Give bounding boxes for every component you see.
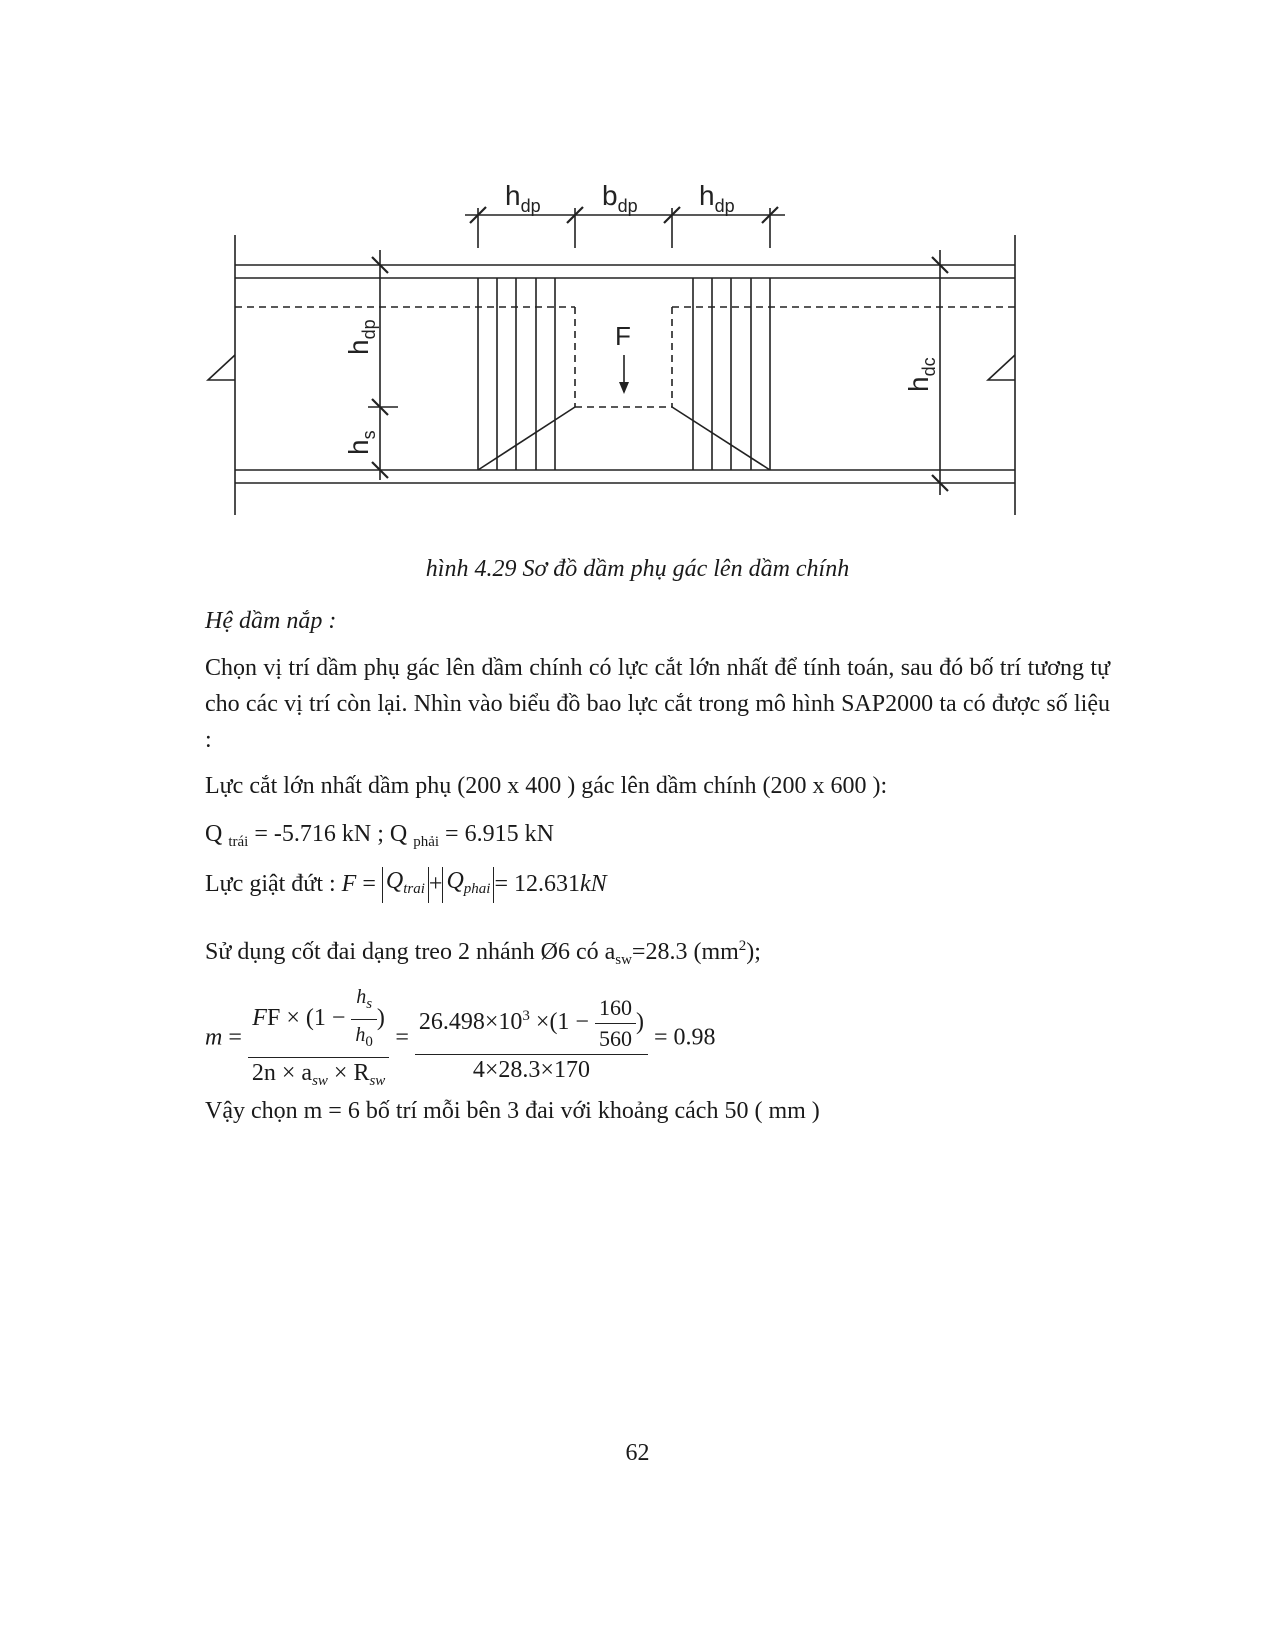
figure-caption: hình 4.29 Sơ đồ dầm phụ gác lên dầm chính: [425, 556, 850, 582]
m-formula: m = FF × (1 − $\frac{h_s}{h_0}$ ) $2n \times a_{sw} \times R_{sw}$ = $26.498\times 10^3 \times(1$ − $\frac{160}{560}$ ) 4×28.3×170 = 0.98: [205, 982, 716, 1096]
shear-values: Q $_{trái}$ = -5.716 kN ; Q $_{phải}$ = 6.915 kN: [205, 821, 554, 850]
section-heading: Hệ dầm nắp :: [205, 608, 337, 634]
paragraph-intro: Chọn vị trí dầm phụ gác lên dầm chính có lực cắt lớn nhất để tính toán, sau đó bố trí tương tự cho các vị trí còn lại. Nhìn vào biểu đồ bao lực cắt trong mô hình SAP2000 ta có được số liệu :: [205, 655, 1110, 753]
label-hdp-right: $h_{dp}$: [699, 180, 735, 216]
page-number: 62: [625, 1440, 650, 1466]
label-hdp-vertical: $h_{dp}$: [343, 319, 379, 355]
paragraph-max-shear: Lực cắt lớn nhất dầm phụ (200 x 400 ) gác lên dầm chính (200 x 600 ):: [205, 773, 888, 799]
pull-force-formula: Lực giật đứt : $F = Q_{trai} + Q_{phai} = 12.631kN$: [205, 866, 607, 903]
label-hdc: $h_{dc}$: [903, 357, 939, 392]
label-hdp-left: $h_{dp}$: [505, 180, 541, 216]
label-hs: $h_s$: [343, 430, 379, 455]
conclusion: Vậy chọn m = 6 bố trí mỗi bên 3 đai với khoảng cách 50 ( mm ): [205, 1098, 820, 1124]
label-bdp: $b_{dp}$: [602, 180, 638, 216]
label-force: F: [615, 321, 631, 351]
beam-diagram: [200, 170, 1040, 530]
stirrup-description: Sử dụng cốt đai dạng treo 2 nhánh Ø6 có $a_{sw}=28.3$ $(mm^2)$;: [205, 938, 761, 968]
